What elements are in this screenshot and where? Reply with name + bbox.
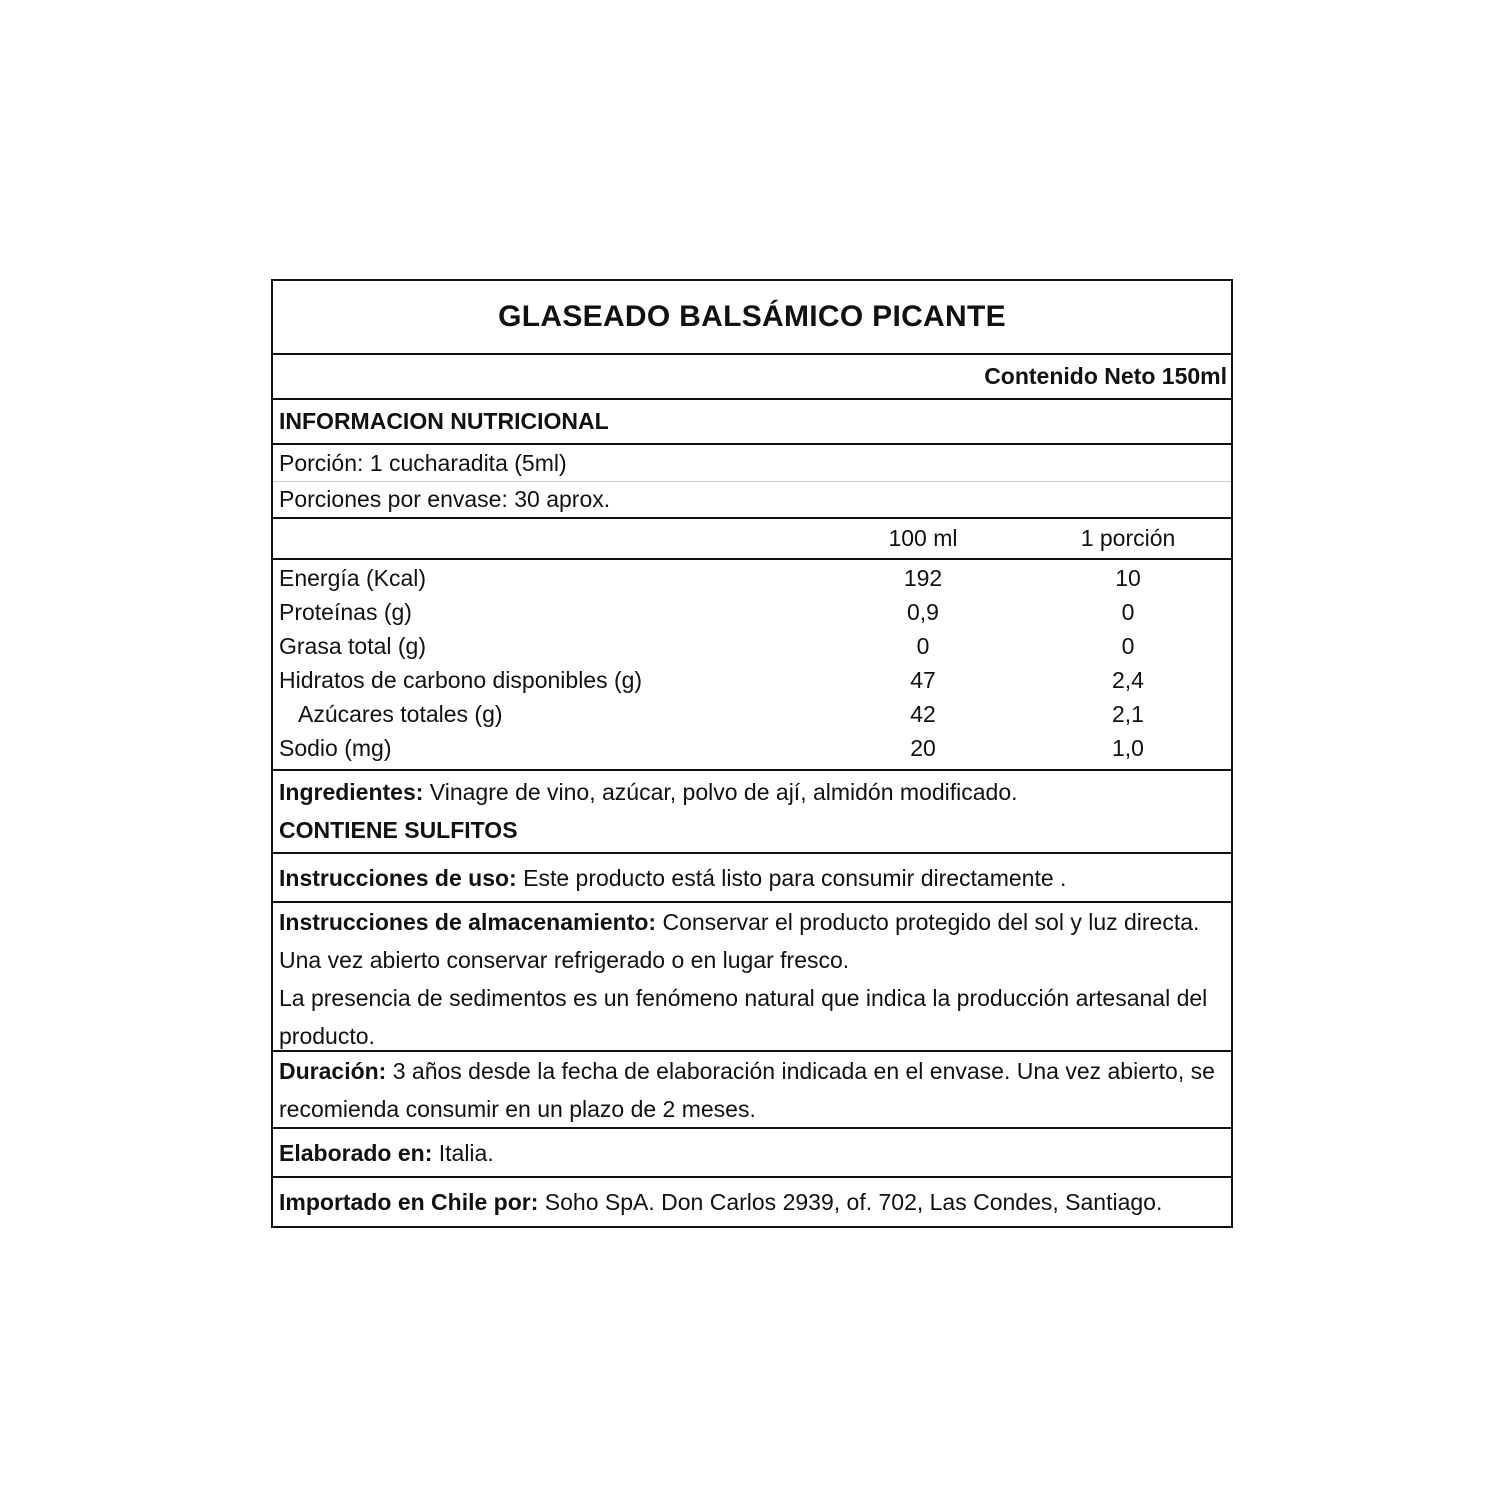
table-row: [273, 596, 1231, 630]
sediment-note: La presencia de sedimentos es un fenómeno natural que indica la producción artesanal del producto.: [279, 985, 1208, 1049]
storage-line: [279, 903, 1225, 979]
usage-text: Este producto está listo para consumir directamente .: [516, 864, 1067, 891]
nutrient-value-portion: 2,4: [1112, 667, 1144, 693]
importer-section: [273, 1178, 1231, 1226]
usage-section: [273, 854, 1231, 903]
nutrient-value-100ml: 0: [916, 633, 930, 659]
duration-label: Duración:: [279, 1058, 387, 1084]
nutrient-name: Azúcares totales (g): [298, 701, 503, 727]
table-row: [273, 732, 1231, 766]
ingredients-section: [273, 771, 1231, 854]
allergen-warning: CONTIENE SULFITOS: [279, 817, 518, 843]
column-header-100ml: 100 ml: [888, 525, 958, 551]
storage-section: [273, 903, 1231, 1052]
nutrient-value-portion: 10: [1115, 565, 1141, 591]
serving-row: [273, 445, 1231, 482]
storage-text: Conservar el producto protegido del sol y luz directa. Una vez abierto conservar refrigerado o en lugar fresco.: [279, 909, 1200, 973]
origin-text: Italia.: [432, 1139, 494, 1166]
column-header-row: [273, 519, 1231, 560]
serving-size: Porción: 1 cucharadita (5ml): [279, 449, 567, 476]
importer-label: Importado en Chile por:: [279, 1189, 539, 1215]
nutrient-value-100ml: 47: [910, 667, 936, 693]
nutrient-name: Proteínas (g): [279, 599, 412, 625]
nutrient-name: Energía (Kcal): [279, 565, 427, 591]
nutrient-name: Hidratos de carbono disponibles (g): [279, 667, 643, 693]
net-content: Contenido Neto 150ml: [984, 363, 1227, 389]
duration-section: [273, 1052, 1231, 1129]
duration-text: 3 años desde la fecha de elaboración indicada en el envase. Una vez abierto, se recomienda consumir en un plazo de 2 meses.: [279, 1058, 1215, 1122]
column-header-portion: 1 porción: [1080, 525, 1176, 551]
storage-label: Instrucciones de almacenamiento:: [279, 909, 657, 935]
net-content-row: [273, 355, 1231, 400]
nutrient-value-portion: 2,1: [1112, 701, 1144, 727]
nutrient-value-100ml: 42: [910, 701, 936, 727]
importer-line: [279, 1183, 1162, 1221]
importer-text: Soho SpA. Don Carlos 2939, of. 702, Las Condes, Santiago.: [538, 1189, 1163, 1215]
product-title: GLASEADO BALSÁMICO PICANTE: [498, 300, 1006, 333]
nutrition-heading-row: [273, 400, 1231, 445]
nutrition-label: [271, 279, 1233, 1228]
table-row: [273, 664, 1231, 698]
title-row: [273, 281, 1231, 355]
ingredients-text: Vinagre de vino, azúcar, polvo de ají, almidón modificado.: [423, 779, 1018, 805]
nutrient-table: [273, 560, 1231, 771]
servings-per-container: Porciones por envase: 30 aprox.: [279, 486, 611, 512]
nutrient-value-100ml: 0,9: [907, 599, 939, 625]
ingredients-line: [279, 773, 1225, 811]
nutrient-value-100ml: 20: [910, 735, 936, 761]
table-row: [273, 630, 1231, 664]
nutrient-value-100ml: 192: [903, 565, 943, 591]
duration-line: [279, 1052, 1225, 1128]
nutrient-name: Sodio (mg): [279, 735, 392, 761]
table-row: [273, 562, 1231, 596]
table-row: [273, 698, 1231, 732]
nutrient-value-portion: 0: [1121, 633, 1135, 659]
servings-per-container-row: [273, 482, 1231, 519]
nutrient-name: Grasa total (g): [279, 633, 426, 659]
ingredients-label: Ingredientes:: [279, 779, 424, 805]
usage-line: [279, 859, 1066, 897]
origin-section: [273, 1129, 1231, 1178]
nutrition-heading: INFORMACION NUTRICIONAL: [279, 408, 609, 434]
origin-label: Elaborado en:: [279, 1139, 433, 1166]
nutrient-value-portion: 1,0: [1112, 735, 1144, 761]
usage-label: Instrucciones de uso:: [279, 864, 517, 891]
origin-line: [279, 1134, 494, 1172]
nutrient-value-portion: 0: [1121, 599, 1135, 625]
